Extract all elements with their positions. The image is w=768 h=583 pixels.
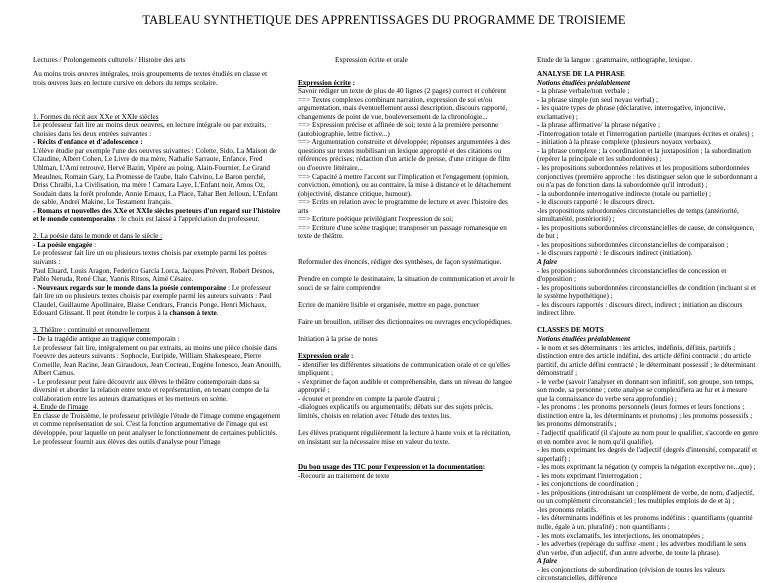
list-item: - les pronoms : les pronoms personnels (leurs formes et leurs fonctions ; distinction entre la, les déterminants et pronoms) ; les pronoms possessifs ; les pronoms démonstratifs ; <box>537 403 753 429</box>
text-block: Faire un brouillon, utiliser des dictionnaires ou ouvrages encyclopédiques. <box>298 317 512 326</box>
text-block: Le professeur fait lire, intégralement ou par extraits, au moins une pièce choisie dans l'oeuvre des auteurs suivants : Sophocle, Euripide, William Shakespeare, Pierre Corneille, Jean Racine, Jean Giraudoux, Jean Cocteau, Eugène Ionesco, Jean Anouilh, Albert Camus. <box>33 343 281 378</box>
subheading-poesie-engagee: - La poésie engagée <box>33 240 93 249</box>
list-item: - les propositions subordonnées relatives et les propositions subordonnées conjonctives (première approche : les distinguer selon que le subordonnant a ou n'a pas de fonction dans la subordonnée qu'il introduit) ; <box>537 164 758 190</box>
subheading-nouveaux-regards: - Nouveaux regards sur le monde dans la poésie contemporaine <box>33 283 227 292</box>
heading-expression-orale: Expression orale <box>298 352 350 361</box>
bold-chanson: chanson à texte <box>169 309 217 318</box>
list-item: - les propositions subordonnées circonstancielles de concession et d'opposition ; <box>537 266 727 284</box>
text-block: Les élèves pratiquent régulièrement la lecture à haute voix et la récitation, en insistant sur la nécessaire mise en valeur du texte. <box>298 428 511 446</box>
list-item: - les mots exprimant les degrés de l'adjectif (degrés d'intensité, comparatif et superlatif) ; <box>537 446 758 463</box>
list-item: - le verbe (savoir l'analyser en donnant son infinitif, son groupe, son temps, son mode, sa personne ; cette analyse se complexifiera au fur et à mesure que la connaissance du verbe sera approfondie) ; <box>537 377 754 403</box>
text-block: Initiation à la prise de notes <box>298 334 378 343</box>
text-block: Reformuler des énoncés, rédiger des synthèses, de façon systématique. <box>298 258 502 267</box>
list-item: - la phrase verbale/non verbale ; <box>537 87 630 96</box>
page-title: TABLEAU SYNTHETIQUE DES APPRENTISSAGES DU PROGRAMME DE TROISIEME <box>142 13 626 27</box>
text-block: Ecrire de manière lisible et organisée, mettre en page, ponctuer <box>298 300 480 309</box>
text-block: ==> Textes complexes combinant narration, expression de soi et/ou argumentation, mais éventuellement aussi description, discours rapporté, changements de point de vue, bouleversement de la chronologie... <box>298 95 508 121</box>
text-block: Savoir rédiger un texte de plus de 40 lignes (2 pages) correct et cohérent <box>298 87 507 96</box>
subheading-romans-nouvelles: - Romans et nouvelles des XXe et XXIe siècles porteurs d'un regard sur l'histoire et le monde contemporains <box>33 206 281 224</box>
section-heading-theatre: 3. Théâtre : continuité et renouvellement <box>33 326 150 335</box>
text-block: - écouter et prendre en compte la parole d'autrui ; <box>298 394 440 403</box>
list-item: - la phrase affirmative/ la phrase négative ; <box>537 121 660 130</box>
column-heading-expression: Expression écrite et orale <box>335 56 408 64</box>
text-block: Prendre en compte le destinataire, la situation de communication et avoir le souci de se faire comprendre <box>298 275 515 292</box>
text-inline: : <box>482 463 486 472</box>
list-item: - les adverbes (repérage du suffixe -ment ; les adverbes modifiant le sens d'un verbe, d'un adjectif, d'un autre adverbe, de toute la phrase). <box>537 540 747 557</box>
list-item: - les mots exclamatifs, les interjections, les onomatopées ; <box>537 531 704 540</box>
list-item: - les déterminants indéfinis et les pronoms indéfinis : quantifiants (quantité nulle, égale à un, pluralité) ; non quantifiants ; <box>537 514 753 531</box>
text-block: ==> Expression précise et affinée de soi; texte à la première personne (autobiographie, lettre fictive...) <box>298 121 499 138</box>
list-item: - les discours rapportés : discours direct, indirect ; initiation au discours indirect libre. <box>537 300 743 318</box>
text-block: ==> Ecriture poétique privilégiant l'expression de soi; <box>298 215 454 224</box>
subheading-recits-enfance: - Récits d'enfance et d'adolescence : <box>33 138 143 147</box>
list-item: - les prépositions (introduisant un complément de verbe, de nom, d'adjectif, ou un complément circonstanciel ; les multiples emplois de de et à) ; <box>537 488 755 506</box>
heading-expression-ecrite: Expression écrite <box>298 78 351 87</box>
list-item: - la phrase complexe ; la coordination et la juxtaposition ; la subordination (repérer la principale et les subordonnées) ; <box>537 146 751 164</box>
list-item: - les conjonctions de subordination (révision de toutes les valeurs circonstancielles, différence <box>537 565 725 583</box>
column-expression <box>298 70 516 480</box>
subheading-a-faire: A faire <box>537 258 558 267</box>
text-block: - identifier les différentes situations de communication orale et ce qu'elles impliquent ; <box>298 360 510 378</box>
list-item: -l'interrogation totale et l'interrogation partielle (marques écrites et orales) ; <box>537 129 754 138</box>
text-block: Le professeur fait lire au moins deux oeuvres, en lecture intégrale ou par extraits, choisies dans les deux entrées suivantes : <box>33 121 267 138</box>
heading-tic: Du bon usage des TIC pour l'expression et la documentation <box>298 463 483 472</box>
subheading-notions-etudiees: Notions étudiées préalablement <box>537 334 631 343</box>
list-a-faire <box>537 267 759 318</box>
text-block: ==> Ecriture d'une scène tragique; transposer un passage romanesque en texte de théâtre. <box>298 223 507 241</box>
text-inline: : Le professeur fait lire un ou plusieurs textes choisis par exemple parmi les auteurs suivants : Paul Claudel, Guillaume Apollinaire, Blaise Cendrars, Francis Ponge, Henri Michaux, Edouard Glissant. Il peut étendre le corpus à la <box>33 283 272 318</box>
text-block: En classe de Troisième, le professeur privilégie l'étude de l'image comme engagement et comme représentation de soi. C'est la fonction argumentative de l'image qui est développée, pour laquelle on peut analyser le fonctionnement de certaines publicités. Le professeur fournit aux élèves des outils d'analyse pour l'image <box>33 411 281 446</box>
list-analyse-phrase <box>537 87 759 258</box>
text-inline: : <box>350 78 355 87</box>
section-heading-poesie: 2. La poésie dans le monde et dans le siècle : <box>33 232 163 241</box>
text-block: - De la tragédie antique au tragique contemporain : <box>33 334 180 343</box>
list-classes-de-mots <box>537 344 759 558</box>
text-block: ==> Capacité à mettre l'accent sur l'implication et l'engagement (opinion, conviction, émotion), ou au contraire, la mise à distance et le détachement (objectivité, distance critique, humour). <box>298 172 512 198</box>
list-item: - le discours rapporté : le discours direct. <box>537 198 655 207</box>
list-item: - initiation à la phrase complexe (plusieurs noyaux verbaux). <box>537 138 712 147</box>
list-item: - le discours rapporté : le discours indirect (initiation). <box>537 249 693 258</box>
list-item: - les conjonctions de coordination ; <box>537 480 639 489</box>
text-block: Le professeur fait lire un ou plusieurs textes choisis par exemple parmi les poètes suivants : <box>33 249 267 267</box>
text-block: -dialogues explicatifs ou argumentatifs; débats sur des sujets précis, limités, choisis en relation avec l'étude des textes lus. <box>298 403 493 420</box>
text-block: -Recourir au traitement de texte <box>298 471 390 480</box>
intro-text: Au moins trois œuvres intégrales, trois groupements de textes étudiés en classe et trois œuvres lues en lecture cursive en dehors du temps scolaire. <box>33 70 268 87</box>
subheading-a-faire: A faire <box>537 557 558 566</box>
text-block: L'élève étudie par exemple l'une des oeuvres suivantes : Colette, Sido, La Maison de Claudine, Albert Cohen, Le Livre de ma mère, Nathalie Sarraute, Enfance, Fred Uhlman, L'Ami retrouvé, Hervé Bazin, Vipère au poing, Alain-Fournier, Le Grand Meaulnes, Romain Gary, La Promesse de l'aube, Italo Calvino, Le Baron perché, Driss Chraïbi, La Civilisation, ma mère ! Camara Laye, L'Enfant noir, Amos Oz, Soudain dans la forêt profonde, Annie Ernaux, La Place, Tahar Ben Jelloun, L'Enfant de sable, Andreï Makine, Le Testament français. <box>33 146 278 207</box>
text-inline: : <box>349 352 354 361</box>
heading-classes-de-mots: CLASSES DE MOTS <box>537 326 604 335</box>
list-item: - la subordonnée interrogative indirecte (totale ou partielle) ; <box>537 189 712 198</box>
text-block: ==> Ecrits en relation avec le programme de lecture et avec l'histoire des arts <box>298 198 508 215</box>
list-item: -les pronoms relatifs. <box>537 505 598 514</box>
section-heading-recit: 1. Formes du récit aux XXe et XXIe siècles <box>33 112 159 121</box>
list-item: - la phrase simple (un seul noyau verbal) ; <box>537 95 658 104</box>
list-item: - les quatre types de phrase (déclarative, interrogative, injonctive, exclamative) ; <box>537 104 726 121</box>
list-item: - les propositions subordonnées circonstancielles de condition (incluant si et le système hypothétique) ; <box>537 283 756 301</box>
text-block: - s'exprimer de façon audible et compréhensible, dans un niveau de langue approprié ; <box>298 377 513 395</box>
column-lectures <box>33 70 281 446</box>
column-langue <box>537 70 759 583</box>
column-heading-langue: Etude de la langue : grammaire, orthographe, lexique. <box>537 56 692 64</box>
text-block: ==> Argumentation construite et développée; réponses argumentées à des questions sur textes mobilisant un lexique approprié et des citations ou références précises; rédaction d'un article de presse, d'une critique de film ou d'oeuvre littéraire... <box>298 138 510 173</box>
heading-analyse-phrase: ANALYSE DE LA PHRASE <box>537 70 625 78</box>
list-item: - les propositions subordonnées circonstancielles de comparaison ; <box>537 240 729 249</box>
list-item: -les propositions subordonnées circonstancielles de temps (antériorité, simultanéité, postériorité) ; <box>537 206 739 224</box>
section-heading-image: 4. Etude de l'image <box>33 403 89 412</box>
text-inline: : le choix est laissé à l'appréciation du professeur. <box>115 215 260 224</box>
list-item: - les propositions subordonnées circonstancielles de cause, de conséquence, de but ; <box>537 223 755 241</box>
text-inline: : <box>92 240 97 249</box>
list-a-faire <box>537 566 759 583</box>
list-item: - l'adjectif qualificatif (il s'ajoute au nom pour le qualifier, s'accorde en genre et en nombre avec le nom qu'il qualifie). <box>537 428 759 446</box>
subheading-notions-etudiees: Notions étudiées préalablement <box>537 78 631 87</box>
list-item: - le nom et ses déterminants : les articles, indéfinis, définis, partitifs ; distinction entre des article indéfini, des article défini contracté ; du article partitif, du article défini contracté ; le déterminant possessif ; le déterminant démonstratif ; <box>537 343 756 378</box>
list-item: - les mots exprimant l'interrogation ; <box>537 471 642 480</box>
text-block: Paul Eluard, Louis Aragon, Federico García Lorca, Jacques Prévert, Robert Desnos, Pablo Neruda, René Char, Yannis Ritsos, Aimé Césaire. <box>33 266 275 284</box>
text-block: - Le professeur peut faire découvrir aux élèves le théâtre contemporain dans sa diversité et aborder la relation entre texte et représentation, en tenant compte de la collaboration entre les auteurs dramatiques et les metteurs en scène. <box>33 377 269 403</box>
column-heading-lectures: Lectures / Prolongements culturels / Histoire des arts <box>33 56 186 64</box>
list-item: - les mots exprimant la négation (y compris la négation exceptive ne...que) ; <box>537 463 756 472</box>
text-inline: . <box>216 309 219 318</box>
